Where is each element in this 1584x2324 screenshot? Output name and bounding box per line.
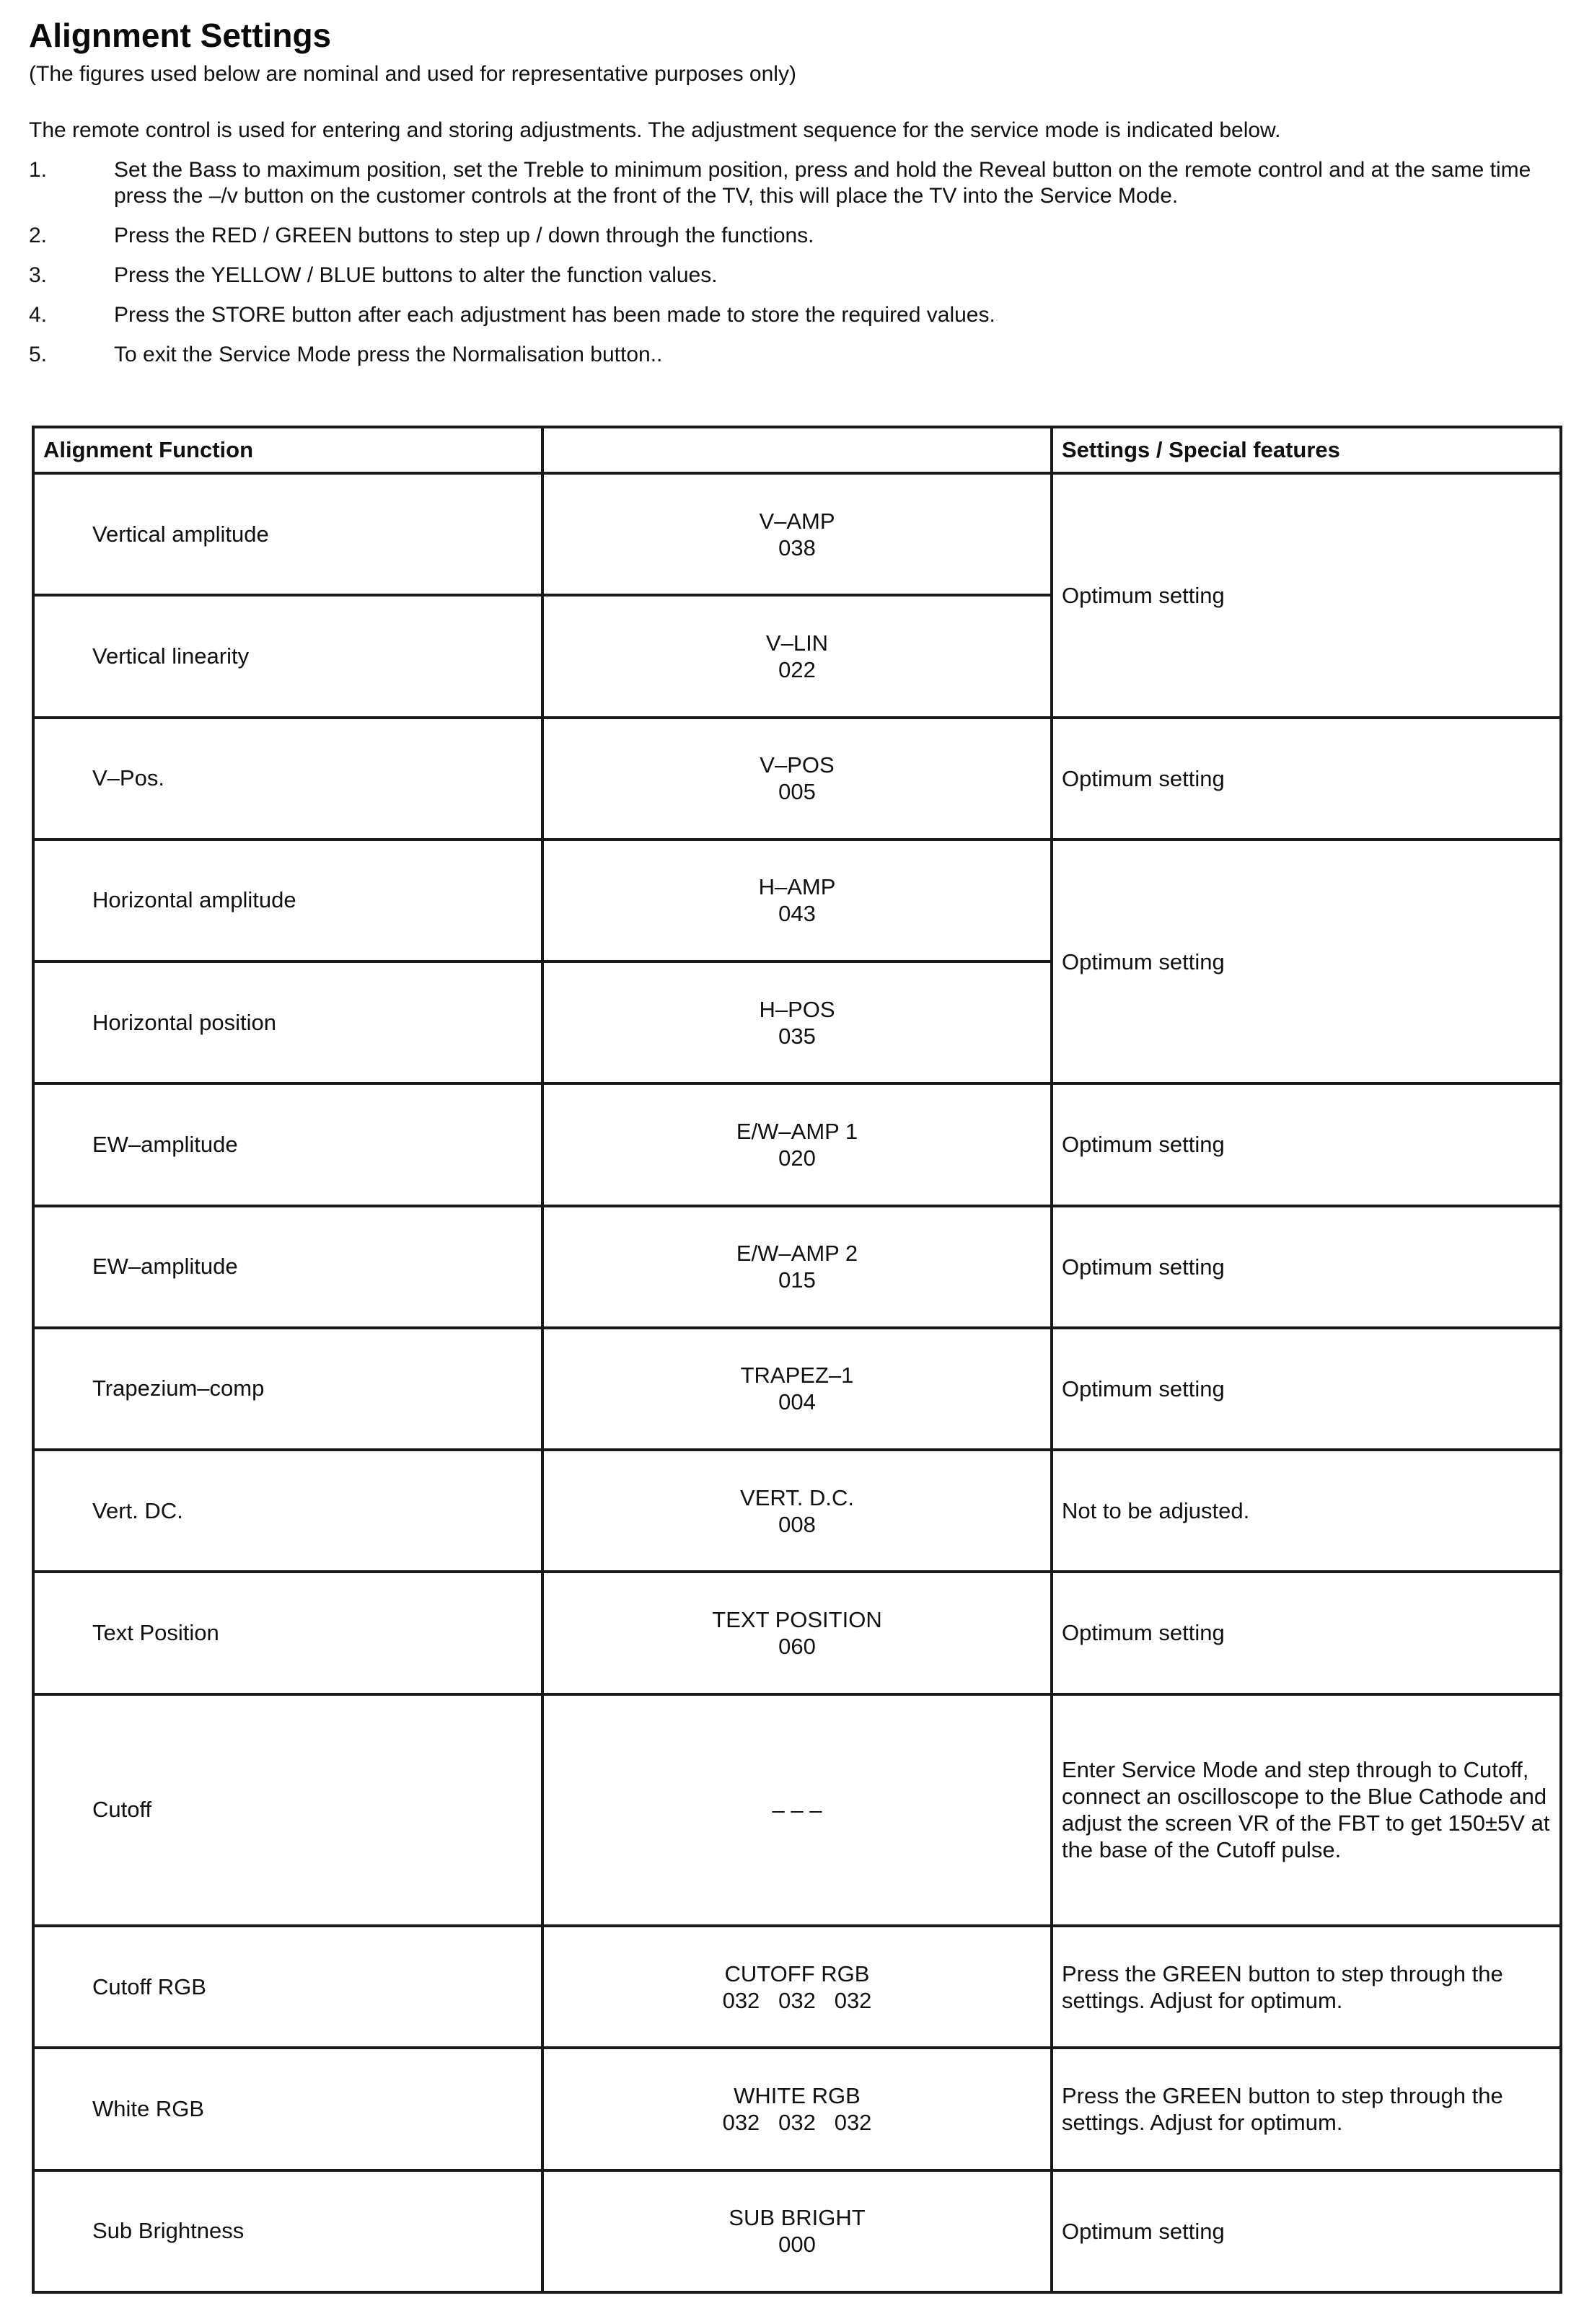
setting-cell: Optimum setting (1052, 1328, 1561, 1450)
setting-cell: Optimum setting (1052, 1206, 1561, 1328)
page-title: Alignment Settings (29, 17, 332, 54)
code-value: 043 (778, 901, 816, 927)
table-row (33, 718, 1561, 840)
alignment-table (32, 426, 1562, 2294)
code-value: 038 (778, 534, 816, 560)
code-cell (542, 473, 1052, 595)
code-label: VERT. D.C. (740, 1484, 854, 1510)
code-cell (542, 1694, 1052, 1927)
code-label: V–LIN (765, 630, 829, 656)
function-cell: Text Position (33, 1572, 542, 1694)
function-cell: EW–amplitude (33, 1206, 542, 1328)
function-cell: EW–amplitude (33, 1083, 542, 1205)
setting-cell: Press the GREEN button to step through the settings. Adjust for optimum. (1052, 1926, 1561, 2048)
step-item (29, 302, 1558, 328)
table-row (33, 1450, 1561, 1572)
function-cell: Horizontal amplitude (33, 840, 542, 961)
table-row (33, 1328, 1561, 1450)
table-row (33, 1572, 1561, 1694)
setting-cell: Optimum setting (1052, 840, 1561, 1084)
code-cell (542, 1083, 1052, 1205)
code-cell (542, 840, 1052, 961)
code-value: 005 (778, 779, 816, 805)
code-cell (542, 1926, 1052, 2048)
function-cell: V–Pos. (33, 718, 542, 840)
table-row (33, 1694, 1561, 1927)
setting-cell: Optimum setting (1052, 2170, 1561, 2292)
code-value: 060 (778, 1633, 816, 1659)
code-label: CUTOFF RGB (724, 1960, 870, 1986)
code-cell (542, 961, 1052, 1083)
step-text: Set the Bass to maximum position, set the Treble to minimum position, press and hold the Reveal button on the remote control and at the same time press the –/v button on the customer controls at the front of the TV, this will place the TV into the Service Mode. (114, 158, 1531, 208)
step-text: Press the YELLOW / BLUE buttons to alter the function values. (114, 263, 718, 287)
code-label: TEXT POSITION (712, 1606, 882, 1632)
header-code (542, 427, 1052, 473)
code-cell (542, 1328, 1052, 1450)
code-cell (542, 718, 1052, 840)
step-number: 4. (29, 303, 48, 327)
code-label: H–AMP (758, 874, 836, 900)
intro-text: The remote control is used for entering and storing adjustments. The adjustment sequence for the service mode is indicated below. (29, 118, 1281, 142)
function-cell: Vertical linearity (33, 595, 542, 717)
code-value: 004 (778, 1389, 816, 1415)
table-row (33, 840, 1561, 961)
setting-cell: Optimum setting (1052, 473, 1561, 718)
code-value: 008 (778, 1511, 816, 1537)
table-row (33, 473, 1561, 595)
step-number: 3. (29, 263, 48, 287)
code-cell (542, 1572, 1052, 1694)
setting-cell: Optimum setting (1052, 1572, 1561, 1694)
code-cell (542, 2048, 1052, 2170)
function-cell: Sub Brightness (33, 2170, 542, 2292)
setting-cell: Press the GREEN button to step through the settings. Adjust for optimum. (1052, 2048, 1561, 2170)
table-header-row (33, 427, 1561, 473)
code-label: V–AMP (759, 508, 835, 534)
code-cell (542, 1450, 1052, 1572)
setting-cell: Optimum setting (1052, 1083, 1561, 1205)
function-cell: White RGB (33, 2048, 542, 2170)
step-number: 5. (29, 343, 48, 366)
subtitle: (The figures used below are nominal and used for representative purposes only) (29, 62, 796, 86)
table-row (33, 1926, 1561, 2048)
table-row (33, 2048, 1561, 2170)
header-alignment-function: Alignment Function (33, 427, 542, 473)
function-cell: Trapezium–comp (33, 1328, 542, 1450)
code-value: 032 032 032 (722, 1987, 872, 2013)
code-value: 000 (778, 2232, 816, 2258)
function-cell: Vert. DC. (33, 1450, 542, 1572)
code-cell (542, 595, 1052, 717)
step-number: 2. (29, 224, 48, 247)
code-value: 020 (778, 1145, 816, 1171)
code-label: SUB BRIGHT (729, 2205, 866, 2231)
table-row (33, 2170, 1561, 2292)
table-row (33, 1206, 1561, 1328)
code-value: 015 (778, 1267, 816, 1293)
code-cell (542, 2170, 1052, 2292)
table-row (33, 1083, 1561, 1205)
setting-cell: Enter Service Mode and step through to Cutoff, connect an oscilloscope to the Blue Cathode and adjust the screen VR of the FBT to get 150±5V at the base of the Cutoff pulse. (1052, 1694, 1561, 1927)
function-cell: Cutoff (33, 1694, 542, 1927)
step-item (29, 157, 1558, 209)
header-settings: Settings / Special features (1052, 427, 1561, 473)
code-label: – – – (772, 1797, 822, 1823)
code-cell (542, 1206, 1052, 1328)
setting-cell: Not to be adjusted. (1052, 1450, 1561, 1572)
code-value: 022 (778, 656, 816, 682)
step-item (29, 223, 1558, 249)
setting-cell: Optimum setting (1052, 718, 1561, 840)
code-label: H–POS (759, 996, 835, 1022)
step-text: Press the RED / GREEN buttons to step up / down through the functions. (114, 224, 814, 247)
code-label: E/W–AMP 2 (736, 1241, 858, 1267)
step-text: To exit the Service Mode press the Normalisation button.. (114, 343, 663, 366)
function-cell: Vertical amplitude (33, 473, 542, 595)
step-item (29, 342, 1558, 368)
code-label: TRAPEZ–1 (740, 1363, 854, 1388)
function-cell: Horizontal position (33, 961, 542, 1083)
code-label: WHITE RGB (734, 2082, 861, 2108)
code-label: V–POS (760, 752, 835, 778)
code-label: E/W–AMP 1 (736, 1118, 858, 1144)
code-value: 032 032 032 (722, 2109, 872, 2135)
step-number: 1. (29, 158, 48, 182)
code-value: 035 (778, 1023, 816, 1049)
step-item (29, 263, 1558, 289)
step-text: Press the STORE button after each adjustment has been made to store the required values. (114, 303, 995, 327)
steps-list (29, 157, 1558, 382)
function-cell: Cutoff RGB (33, 1926, 542, 2048)
